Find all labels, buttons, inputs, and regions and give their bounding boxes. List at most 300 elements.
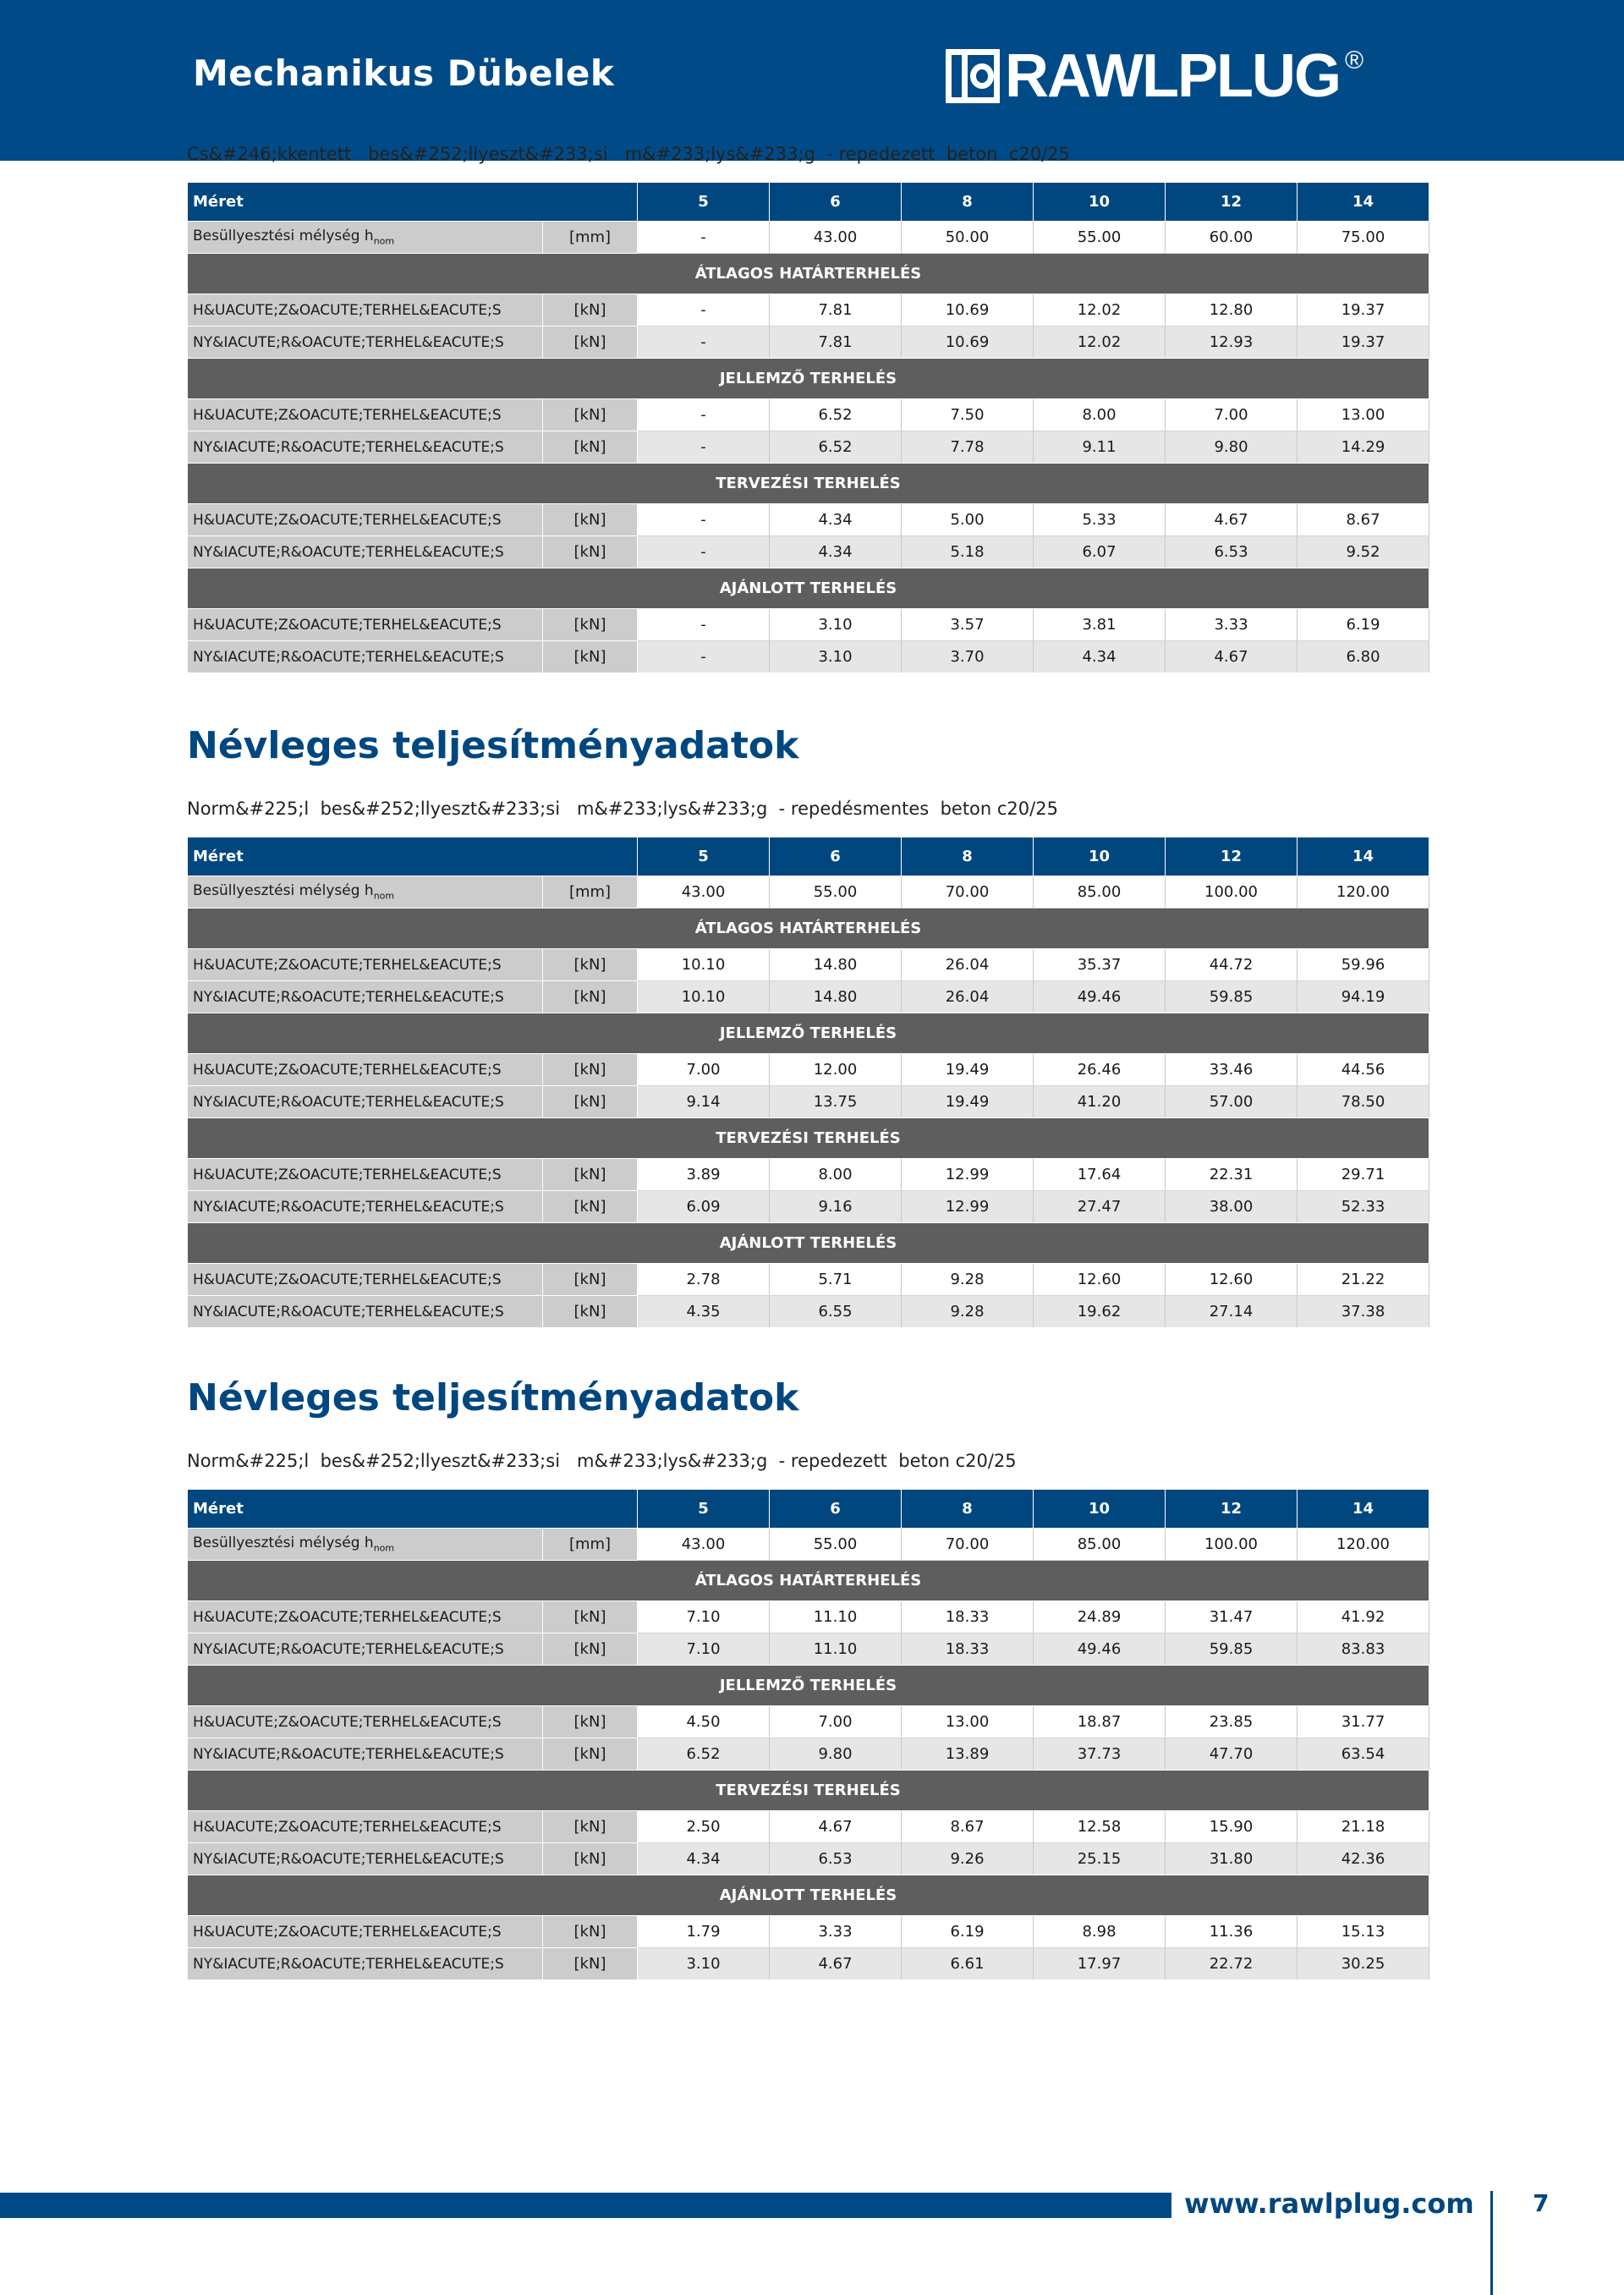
table-cell: 9.52 [1298, 536, 1429, 568]
table-cell: 100.00 [1166, 876, 1298, 909]
table-cell: 6.19 [902, 1916, 1034, 1948]
table-band-row [188, 909, 1429, 949]
table-cell: 4.67 [770, 1948, 902, 1980]
table-row-shear [188, 949, 1429, 981]
section-heading: Névleges teljesítményadatok [187, 1376, 799, 1419]
table-cell: 22.72 [1166, 1948, 1298, 1980]
page-title: Mechanikus Dübelek [193, 52, 615, 94]
row-unit: [kN] [543, 609, 638, 641]
column-header-size-3: 8 [902, 183, 1034, 222]
page-number: 7 [1533, 2189, 1550, 2217]
table-cell: - [638, 641, 770, 673]
footer-divider [1490, 2191, 1493, 2295]
row-label-tension: NY&IACUTE;R&OACUTE;TERHEL&EACUTE;S [188, 327, 543, 359]
table-cell: 11.10 [770, 1633, 902, 1666]
table-cell: 4.50 [638, 1706, 770, 1738]
footer-website-link[interactable]: www.rawlplug.com [1184, 2188, 1474, 2220]
table-cell: 26.46 [1034, 1054, 1166, 1086]
table-cell: 5.18 [902, 536, 1034, 568]
row-unit: [kN] [543, 1054, 638, 1086]
row-unit: [kN] [543, 641, 638, 673]
column-header-size-1: 5 [638, 1490, 770, 1529]
table-row-shear [188, 399, 1429, 431]
table-cell: 14.29 [1298, 431, 1429, 464]
row-unit: [kN] [543, 1633, 638, 1666]
table-cell: 7.78 [902, 431, 1034, 464]
table-row-tension [188, 1296, 1429, 1328]
table-row-tension [188, 327, 1429, 359]
table-row-tension [188, 981, 1429, 1013]
table-cell: 31.80 [1166, 1843, 1298, 1875]
table-cell: 21.22 [1298, 1264, 1429, 1296]
table-cell: 8.98 [1034, 1916, 1166, 1948]
column-header-size-4: 10 [1034, 1490, 1166, 1529]
table-cell: 11.36 [1166, 1916, 1298, 1948]
table-cell: 12.93 [1166, 327, 1298, 359]
table-cell: 55.00 [1034, 222, 1166, 254]
table-cell: 120.00 [1298, 1529, 1429, 1561]
table-cell: 59.85 [1166, 1633, 1298, 1666]
table-cell: 19.62 [1034, 1296, 1166, 1328]
band-title: ÁTLAGOS HATÁRTERHELÉS [188, 1561, 1429, 1601]
table-cell: - [638, 431, 770, 464]
band-title: AJÁNLOTT TERHELÉS [188, 1875, 1429, 1916]
table-cell: 7.10 [638, 1601, 770, 1633]
table-cell: 22.31 [1166, 1159, 1298, 1191]
table-cell: 50.00 [902, 222, 1034, 254]
table-cell: 85.00 [1034, 1529, 1166, 1561]
column-header-size-2: 6 [770, 183, 902, 222]
table-cell: 49.46 [1034, 1633, 1166, 1666]
column-header-size-6: 14 [1298, 837, 1429, 876]
table-cell: 8.67 [1298, 504, 1429, 536]
row-unit: [kN] [543, 1264, 638, 1296]
table-cell: 6.52 [770, 431, 902, 464]
table-cell: 100.00 [1166, 1529, 1298, 1561]
table-cell: 2.78 [638, 1264, 770, 1296]
row-label-shear: H&UACUTE;Z&OACUTE;TERHEL&EACUTE;S [188, 1706, 543, 1738]
row-label-shear: H&UACUTE;Z&OACUTE;TERHEL&EACUTE;S [188, 1601, 543, 1633]
row-unit: [kN] [543, 1843, 638, 1875]
table-cell: 57.00 [1166, 1086, 1298, 1118]
table-cell: 10.10 [638, 981, 770, 1013]
column-header-size-5: 12 [1166, 837, 1298, 876]
table-cell: 27.47 [1034, 1191, 1166, 1223]
table-cell: 17.97 [1034, 1948, 1166, 1980]
row-label-tension: NY&IACUTE;R&OACUTE;TERHEL&EACUTE;S [188, 536, 543, 568]
footer-bar [0, 2193, 1171, 2218]
column-header-size-6: 14 [1298, 183, 1429, 222]
table-cell: 4.67 [1166, 504, 1298, 536]
row-label-tension: NY&IACUTE;R&OACUTE;TERHEL&EACUTE;S [188, 641, 543, 673]
table-cell: 12.99 [902, 1159, 1034, 1191]
row-label-tension: NY&IACUTE;R&OACUTE;TERHEL&EACUTE;S [188, 1843, 543, 1875]
row-label-text: Besüllyesztési mélység h [193, 882, 374, 900]
row-label-depth [188, 1529, 543, 1561]
table-cell: 59.85 [1166, 981, 1298, 1013]
table-cell: 3.10 [638, 1948, 770, 1980]
column-header-size: Méret [188, 183, 638, 222]
table-cell: 6.80 [1298, 641, 1429, 673]
table-cell: - [638, 222, 770, 254]
table-row-tension [188, 641, 1429, 673]
table-cell: - [638, 327, 770, 359]
row-unit: [kN] [543, 536, 638, 568]
table-band-row [188, 1666, 1429, 1706]
row-unit: [kN] [543, 1159, 638, 1191]
table-cell: 5.71 [770, 1264, 902, 1296]
table-band-row [188, 464, 1429, 504]
table-cell: 9.16 [770, 1191, 902, 1223]
table-band-row [188, 1771, 1429, 1811]
table-cell: 5.33 [1034, 504, 1166, 536]
table-cell: 9.80 [770, 1738, 902, 1771]
table-row-shear [188, 504, 1429, 536]
table-cell: 70.00 [902, 876, 1034, 909]
table-cell: 10.69 [902, 327, 1034, 359]
table-cell: 30.25 [1298, 1948, 1429, 1980]
page-header [0, 0, 1624, 164]
table-cell: 6.52 [770, 399, 902, 431]
table-cell: 3.70 [902, 641, 1034, 673]
table-cell: 3.89 [638, 1159, 770, 1191]
row-label-tension: NY&IACUTE;R&OACUTE;TERHEL&EACUTE;S [188, 981, 543, 1013]
column-header-size-5: 12 [1166, 1490, 1298, 1529]
table-cell: 3.10 [770, 609, 902, 641]
row-label-tension: NY&IACUTE;R&OACUTE;TERHEL&EACUTE;S [188, 1086, 543, 1118]
table-cell: 7.81 [770, 294, 902, 327]
table-cell: 83.83 [1298, 1633, 1429, 1666]
section-normal-depth-uncracked [187, 724, 1429, 1328]
table-band-row [188, 568, 1429, 609]
row-label-shear: H&UACUTE;Z&OACUTE;TERHEL&EACUTE;S [188, 609, 543, 641]
table-cell: - [638, 399, 770, 431]
row-unit: [kN] [543, 1706, 638, 1738]
table-cell: 12.00 [770, 1054, 902, 1086]
table-row-shear [188, 1811, 1429, 1843]
table-cell: 17.64 [1034, 1159, 1166, 1191]
table-row-shear [188, 1264, 1429, 1296]
table-cell: 3.81 [1034, 609, 1166, 641]
table-cell: 1.79 [638, 1916, 770, 1948]
performance-table [187, 837, 1429, 1328]
table-cell: 27.14 [1166, 1296, 1298, 1328]
table-row-shear [188, 1706, 1429, 1738]
table-cell: 4.35 [638, 1296, 770, 1328]
table-cell: 4.67 [1166, 641, 1298, 673]
table-cell: 18.87 [1034, 1706, 1166, 1738]
row-label-depth [188, 876, 543, 909]
table-cell: 9.14 [638, 1086, 770, 1118]
table-cell: 4.67 [770, 1811, 902, 1843]
table-cell: 19.37 [1298, 294, 1429, 327]
band-title: JELLEMZŐ TERHELÉS [188, 1013, 1429, 1054]
table-cell: 75.00 [1298, 222, 1429, 254]
table-cell: 7.50 [902, 399, 1034, 431]
table-cell: 60.00 [1166, 222, 1298, 254]
column-header-size-2: 6 [770, 837, 902, 876]
column-header-size-6: 14 [1298, 1490, 1429, 1529]
table-cell: 8.00 [1034, 399, 1166, 431]
row-label-text: Besüllyesztési mélység h [193, 1535, 374, 1552]
table-cell: 13.89 [902, 1738, 1034, 1771]
table-row-shear [188, 609, 1429, 641]
table-cell: 6.53 [770, 1843, 902, 1875]
band-title: AJÁNLOTT TERHELÉS [188, 568, 1429, 609]
table-cell: 94.19 [1298, 981, 1429, 1013]
table-cell: 41.92 [1298, 1601, 1429, 1633]
table-row-tension [188, 1843, 1429, 1875]
row-unit: [kN] [543, 1916, 638, 1948]
row-label-tension: NY&IACUTE;R&OACUTE;TERHEL&EACUTE;S [188, 1191, 543, 1223]
row-unit: [kN] [543, 1601, 638, 1633]
table-cell: 12.02 [1034, 327, 1166, 359]
table-row-tension [188, 431, 1429, 464]
table-band-row [188, 1118, 1429, 1159]
table-cell: 49.46 [1034, 981, 1166, 1013]
row-unit: [kN] [543, 1191, 638, 1223]
table-cell: 43.00 [638, 1529, 770, 1561]
table-cell: 13.00 [1298, 399, 1429, 431]
table-cell: 26.04 [902, 949, 1034, 981]
table-cell: 18.33 [902, 1601, 1034, 1633]
column-header-size-2: 6 [770, 1490, 902, 1529]
row-label-text: Besüllyesztési mélység h [193, 228, 374, 245]
table-row-tension [188, 1948, 1429, 1980]
table-cell: 10.69 [902, 294, 1034, 327]
table-cell: 5.00 [902, 504, 1034, 536]
row-label-shear: H&UACUTE;Z&OACUTE;TERHEL&EACUTE;S [188, 1159, 543, 1191]
table-cell: 43.00 [770, 222, 902, 254]
table-band-row [188, 1561, 1429, 1601]
row-unit: [kN] [543, 327, 638, 359]
table-cell: 31.77 [1298, 1706, 1429, 1738]
table-row-shear [188, 1916, 1429, 1948]
table-cell: 6.61 [902, 1948, 1034, 1980]
row-unit: [mm] [543, 1529, 638, 1561]
performance-table [187, 182, 1429, 673]
column-header-size-5: 12 [1166, 183, 1298, 222]
table-cell: 19.37 [1298, 327, 1429, 359]
row-unit: [kN] [543, 981, 638, 1013]
table-cell: 24.89 [1034, 1601, 1166, 1633]
table-cell: - [638, 609, 770, 641]
table-cell: 7.81 [770, 327, 902, 359]
section-normal-depth-cracked [187, 1376, 1429, 1980]
table-row-shear [188, 1054, 1429, 1086]
table-cell: 7.10 [638, 1633, 770, 1666]
table-cell: 4.34 [638, 1843, 770, 1875]
table-cell: 85.00 [1034, 876, 1166, 909]
row-label-shear: H&UACUTE;Z&OACUTE;TERHEL&EACUTE;S [188, 1054, 543, 1086]
table-cell: 6.52 [638, 1738, 770, 1771]
column-header-size-4: 10 [1034, 183, 1166, 222]
table-cell: 9.28 [902, 1296, 1034, 1328]
table-row-shear [188, 1601, 1429, 1633]
section-subtitle: Norm&#225;l bes&#252;llyeszt&#233;si m&#233;lys&#233;g - repedésmentes beton c20/25 [187, 799, 1058, 819]
row-unit: [mm] [543, 876, 638, 909]
band-title: TERVEZÉSI TERHELÉS [188, 1771, 1429, 1811]
table-cell: 14.80 [770, 949, 902, 981]
table-cell: 12.99 [902, 1191, 1034, 1223]
table-cell: 63.54 [1298, 1738, 1429, 1771]
row-label-shear: H&UACUTE;Z&OACUTE;TERHEL&EACUTE;S [188, 1811, 543, 1843]
table-cell: - [638, 504, 770, 536]
table-cell: 47.70 [1166, 1738, 1298, 1771]
table-cell: 29.71 [1298, 1159, 1429, 1191]
row-label-shear: H&UACUTE;Z&OACUTE;TERHEL&EACUTE;S [188, 294, 543, 327]
row-unit: [kN] [543, 1296, 638, 1328]
table-cell: 18.33 [902, 1633, 1034, 1666]
table-cell: 9.80 [1166, 431, 1298, 464]
row-unit: [kN] [543, 1811, 638, 1843]
column-header-size-4: 10 [1034, 837, 1166, 876]
table-cell: 9.11 [1034, 431, 1166, 464]
table-header-row [188, 183, 1429, 222]
row-label-subscript: nom [373, 1542, 395, 1554]
table-cell: 44.56 [1298, 1054, 1429, 1086]
table-row-depth [188, 1529, 1429, 1561]
table-cell: 19.49 [902, 1054, 1034, 1086]
table-cell: 3.33 [770, 1916, 902, 1948]
table-cell: 19.49 [902, 1086, 1034, 1118]
row-unit: [kN] [543, 949, 638, 981]
table-cell: 7.00 [638, 1054, 770, 1086]
table-cell: 70.00 [902, 1529, 1034, 1561]
table-cell: 4.34 [770, 536, 902, 568]
column-header-size-3: 8 [902, 837, 1034, 876]
table-cell: 15.90 [1166, 1811, 1298, 1843]
column-header-size: Méret [188, 1490, 638, 1529]
table-cell: 2.50 [638, 1811, 770, 1843]
row-label-tension: NY&IACUTE;R&OACUTE;TERHEL&EACUTE;S [188, 1948, 543, 1980]
row-unit: [mm] [543, 222, 638, 254]
table-cell: 6.09 [638, 1191, 770, 1223]
column-header-size-3: 8 [902, 1490, 1034, 1529]
table-band-row [188, 1013, 1429, 1054]
table-band-row [188, 1875, 1429, 1916]
table-cell: 7.00 [770, 1706, 902, 1738]
table-cell: 13.75 [770, 1086, 902, 1118]
row-label-tension: NY&IACUTE;R&OACUTE;TERHEL&EACUTE;S [188, 1633, 543, 1666]
row-label-tension: NY&IACUTE;R&OACUTE;TERHEL&EACUTE;S [188, 431, 543, 464]
table-cell: 13.00 [902, 1706, 1034, 1738]
table-cell: 10.10 [638, 949, 770, 981]
row-unit: [kN] [543, 294, 638, 327]
table-cell: 4.34 [1034, 641, 1166, 673]
band-title: TERVEZÉSI TERHELÉS [188, 464, 1429, 504]
logo-text: RAWLPLUG [1005, 42, 1340, 110]
table-cell: 9.26 [902, 1843, 1034, 1875]
table-cell: 37.38 [1298, 1296, 1429, 1328]
table-cell: 120.00 [1298, 876, 1429, 909]
table-cell: 37.73 [1034, 1738, 1166, 1771]
table-cell: 7.00 [1166, 399, 1298, 431]
table-cell: 23.85 [1166, 1706, 1298, 1738]
table-row-tension [188, 1738, 1429, 1771]
table-cell: 38.00 [1166, 1191, 1298, 1223]
logo-registered-mark: ® [1344, 47, 1364, 74]
row-label-shear: H&UACUTE;Z&OACUTE;TERHEL&EACUTE;S [188, 949, 543, 981]
row-label-shear: H&UACUTE;Z&OACUTE;TERHEL&EACUTE;S [188, 504, 543, 536]
table-cell: 44.72 [1166, 949, 1298, 981]
table-cell: - [638, 536, 770, 568]
table-cell: 3.33 [1166, 609, 1298, 641]
table-header-row [188, 837, 1429, 876]
table-header-row [188, 1490, 1429, 1529]
table-cell: 55.00 [770, 1529, 902, 1561]
table-row-shear [188, 1159, 1429, 1191]
row-label-subscript: nom [373, 235, 395, 247]
table-cell: 12.60 [1034, 1264, 1166, 1296]
row-unit: [kN] [543, 399, 638, 431]
section-reduced-depth-cracked [187, 145, 1429, 673]
table-cell: 6.07 [1034, 536, 1166, 568]
column-header-size-1: 5 [638, 837, 770, 876]
band-title: AJÁNLOTT TERHELÉS [188, 1223, 1429, 1264]
row-label-shear: H&UACUTE;Z&OACUTE;TERHEL&EACUTE;S [188, 1916, 543, 1948]
table-cell: 15.13 [1298, 1916, 1429, 1948]
table-cell: 14.80 [770, 981, 902, 1013]
row-unit: [kN] [543, 1948, 638, 1980]
table-cell: 41.20 [1034, 1086, 1166, 1118]
band-title: JELLEMZŐ TERHELÉS [188, 1666, 1429, 1706]
table-cell: 3.57 [902, 609, 1034, 641]
table-cell: - [638, 294, 770, 327]
row-label-shear: H&UACUTE;Z&OACUTE;TERHEL&EACUTE;S [188, 399, 543, 431]
table-band-row [188, 254, 1429, 294]
row-label-subscript: nom [373, 890, 395, 902]
table-cell: 26.04 [902, 981, 1034, 1013]
section-heading: Névleges teljesítményadatok [187, 724, 799, 767]
table-cell: 6.55 [770, 1296, 902, 1328]
table-row-depth [188, 222, 1429, 254]
band-title: ÁTLAGOS HATÁRTERHELÉS [188, 254, 1429, 294]
row-unit: [kN] [543, 1086, 638, 1118]
band-title: JELLEMZŐ TERHELÉS [188, 359, 1429, 399]
table-cell: 31.47 [1166, 1601, 1298, 1633]
table-row-tension [188, 1191, 1429, 1223]
table-cell: 25.15 [1034, 1843, 1166, 1875]
table-cell: 8.00 [770, 1159, 902, 1191]
table-cell: 59.96 [1298, 949, 1429, 981]
table-row-tension [188, 1633, 1429, 1666]
section-subtitle: Norm&#225;l bes&#252;llyeszt&#233;si m&#233;lys&#233;g - repedezett beton c20/25 [187, 1451, 1017, 1471]
table-cell: 33.46 [1166, 1054, 1298, 1086]
logo-mark-icon [946, 49, 1000, 103]
table-cell: 12.58 [1034, 1811, 1166, 1843]
table-cell: 6.53 [1166, 536, 1298, 568]
table-cell: 35.37 [1034, 949, 1166, 981]
table-row-shear [188, 294, 1429, 327]
row-label-depth [188, 222, 543, 254]
table-cell: 21.18 [1298, 1811, 1429, 1843]
section-subtitle: Cs&#246;kkentett bes&#252;llyeszt&#233;si m&#233;lys&#233;g - repedezett beton c20/25 [187, 144, 1070, 164]
band-title: ÁTLAGOS HATÁRTERHELÉS [188, 909, 1429, 949]
table-band-row [188, 359, 1429, 399]
table-cell: 11.10 [770, 1601, 902, 1633]
table-cell: 9.28 [902, 1264, 1034, 1296]
table-cell: 3.10 [770, 641, 902, 673]
table-cell: 78.50 [1298, 1086, 1429, 1118]
row-unit: [kN] [543, 431, 638, 464]
table-cell: 12.60 [1166, 1264, 1298, 1296]
table-row-tension [188, 536, 1429, 568]
performance-table [187, 1489, 1429, 1980]
table-cell: 6.19 [1298, 609, 1429, 641]
column-header-size-1: 5 [638, 183, 770, 222]
table-cell: 12.80 [1166, 294, 1298, 327]
